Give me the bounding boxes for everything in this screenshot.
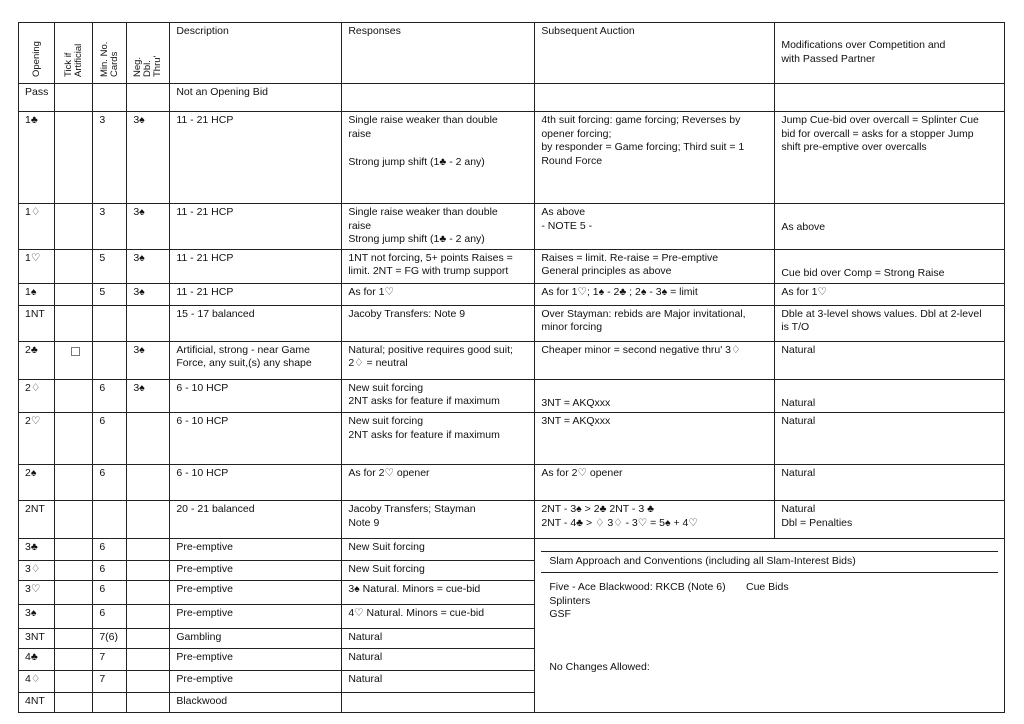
text-line: Natural bbox=[781, 396, 816, 409]
slam-line: GSF bbox=[549, 608, 571, 620]
text-line: General principles as above bbox=[541, 265, 672, 277]
tick-if-artificial bbox=[55, 465, 93, 501]
neg-dbl: 3♠ bbox=[127, 283, 170, 305]
neg-dbl bbox=[127, 629, 170, 649]
text-line: Natural bbox=[781, 503, 816, 515]
description bbox=[170, 249, 342, 283]
opening-bid: 3♣ bbox=[19, 539, 55, 561]
tick-if-artificial bbox=[55, 283, 93, 305]
description bbox=[170, 501, 342, 539]
text-line: 6 - 10 HCP bbox=[176, 467, 229, 479]
text-line: Natural bbox=[781, 467, 816, 479]
tick-if-artificial bbox=[55, 629, 93, 649]
description bbox=[170, 341, 342, 379]
modifications bbox=[775, 413, 1005, 465]
convention-table bbox=[18, 22, 1005, 713]
description bbox=[170, 379, 342, 413]
tick-if-artificial bbox=[55, 379, 93, 413]
text-line: Force, any suit,(s) any shape bbox=[176, 357, 312, 369]
text-line: 3NT = AKQxxx bbox=[541, 415, 611, 427]
opening-bid: 3♢ bbox=[19, 561, 55, 581]
text-line: Over Stayman: rebids are Major invitational, bbox=[541, 307, 746, 320]
text-line: 2NT asks for feature if maximum bbox=[348, 428, 500, 441]
text-line: raise bbox=[348, 127, 372, 140]
responses bbox=[342, 413, 535, 465]
opening-bid: 2NT bbox=[19, 501, 55, 539]
opening-bid: 3NT bbox=[19, 629, 55, 649]
text-line: Single raise weaker than double bbox=[348, 206, 498, 218]
header-responses: Responses bbox=[342, 23, 535, 84]
slam-title: Slam Approach and Conventions (including all Slam-Interest Bids) bbox=[541, 552, 998, 573]
modifications bbox=[775, 84, 1005, 112]
text-line: - NOTE 5 - bbox=[541, 219, 593, 232]
responses bbox=[342, 112, 535, 204]
text-line: limit. 2NT = FG with trump support bbox=[348, 265, 509, 277]
bid-row bbox=[19, 413, 1005, 465]
text-line: 2NT - 4♣ > ♢ 3♢ - 3♡ = 5♠ + 4♡ bbox=[541, 516, 698, 529]
responses: Natural bbox=[342, 649, 535, 671]
bid-row bbox=[19, 112, 1005, 204]
description bbox=[170, 283, 342, 305]
responses: 4♡ Natural. Minors = cue-bid bbox=[342, 605, 535, 629]
text-line: by responder = Game forcing; Third suit = 1 bbox=[541, 141, 745, 153]
responses bbox=[342, 693, 535, 713]
tick-if-artificial bbox=[55, 693, 93, 713]
neg-dbl bbox=[127, 649, 170, 671]
min-cards: 6 bbox=[93, 561, 127, 581]
min-cards: 6 bbox=[93, 465, 127, 501]
neg-dbl: 3♠ bbox=[127, 204, 170, 250]
opening-bid: Pass bbox=[19, 84, 55, 112]
description bbox=[170, 112, 342, 204]
bid-row bbox=[19, 249, 1005, 283]
description: Pre-emptive bbox=[170, 649, 342, 671]
neg-dbl bbox=[127, 581, 170, 605]
header-tick-if-artificial: Tick if Artificial bbox=[55, 23, 93, 84]
text-line: Natural bbox=[781, 343, 816, 356]
text-line: Natural; positive requires good suit; bbox=[348, 343, 513, 356]
text-line: 6 - 10 HCP bbox=[176, 381, 229, 394]
modifications bbox=[775, 112, 1005, 204]
subsequent-auction bbox=[535, 283, 775, 305]
opening-bid: 1♢ bbox=[19, 204, 55, 250]
description: Pre-emptive bbox=[170, 605, 342, 629]
text-line: As for 1♡; 1♠ - 2♣ ; 2♠ - 3♠ = limit bbox=[541, 285, 698, 298]
opening-bid: 1♡ bbox=[19, 249, 55, 283]
slam-line: Splinters bbox=[549, 594, 591, 607]
modifications bbox=[775, 204, 1005, 250]
text-line: Cheaper minor = second negative thru' 3♢ bbox=[541, 343, 741, 356]
subsequent-auction bbox=[535, 379, 775, 413]
checkbox-icon[interactable] bbox=[71, 347, 80, 356]
opening-bid: 2♡ bbox=[19, 413, 55, 465]
description: Pre-emptive bbox=[170, 539, 342, 561]
responses bbox=[342, 283, 535, 305]
text-line: minor forcing bbox=[541, 321, 603, 333]
text-line: 11 - 21 HCP bbox=[176, 251, 234, 264]
opening-bid: 2♣ bbox=[19, 341, 55, 379]
tick-if-artificial bbox=[55, 413, 93, 465]
text-line: As above bbox=[781, 221, 826, 233]
text-line: As for 1♡ bbox=[781, 285, 827, 298]
bid-row bbox=[19, 341, 1005, 379]
subsequent-auction bbox=[535, 84, 775, 112]
responses bbox=[342, 501, 535, 539]
tick-if-artificial bbox=[55, 501, 93, 539]
text-line: Raises = limit. Re-raise = Pre-emptive bbox=[541, 251, 719, 264]
neg-dbl bbox=[127, 671, 170, 693]
neg-dbl bbox=[127, 501, 170, 539]
subsequent-auction bbox=[535, 465, 775, 501]
min-cards: 7 bbox=[93, 649, 127, 671]
description bbox=[170, 465, 342, 501]
header-modifications: Modifications over Competition and with Passed Partner bbox=[775, 23, 1005, 84]
description bbox=[170, 413, 342, 465]
description: Pre-emptive bbox=[170, 581, 342, 605]
subsequent-auction bbox=[535, 305, 775, 341]
tick-if-artificial bbox=[55, 671, 93, 693]
bid-row bbox=[19, 283, 1005, 305]
min-cards bbox=[93, 305, 127, 341]
text-line: opener forcing; bbox=[541, 127, 612, 140]
text-line: 3NT = AKQxxx bbox=[541, 396, 611, 409]
responses: New Suit forcing bbox=[342, 539, 535, 561]
text-line: bid for overcall = asks for a stopper Jump bbox=[781, 127, 974, 140]
slam-conventions-box bbox=[535, 539, 1005, 713]
min-cards: 7 bbox=[93, 671, 127, 693]
neg-dbl bbox=[127, 465, 170, 501]
opening-bid: 4♣ bbox=[19, 649, 55, 671]
neg-dbl bbox=[127, 693, 170, 713]
responses bbox=[342, 465, 535, 501]
header-neg-dbl: Neg. Dbl. Thru' bbox=[127, 23, 170, 84]
text-line: 11 - 21 HCP bbox=[176, 114, 234, 126]
text-line: 20 - 21 balanced bbox=[176, 503, 255, 515]
description: Gambling bbox=[170, 629, 342, 649]
description: Blackwood bbox=[170, 693, 342, 713]
text-line: As above bbox=[541, 206, 586, 218]
modifications bbox=[775, 465, 1005, 501]
modifications bbox=[775, 341, 1005, 379]
header-opening: Opening bbox=[19, 23, 55, 84]
responses bbox=[342, 305, 535, 341]
text-line: Strong jump shift (1♣ - 2 any) bbox=[348, 233, 485, 245]
text-line: 2NT asks for feature if maximum bbox=[348, 395, 500, 407]
opening-bid: 1NT bbox=[19, 305, 55, 341]
min-cards: 5 bbox=[93, 249, 127, 283]
text-line: Note 9 bbox=[348, 516, 380, 529]
subsequent-auction bbox=[535, 501, 775, 539]
subsequent-auction bbox=[535, 112, 775, 204]
text-line: Dbl = Penalties bbox=[781, 516, 853, 529]
bid-row bbox=[19, 501, 1005, 539]
tick-if-artificial bbox=[55, 305, 93, 341]
bid-row bbox=[19, 305, 1005, 341]
min-cards: 3 bbox=[93, 112, 127, 204]
opening-bid: 1♣ bbox=[19, 112, 55, 204]
modifications bbox=[775, 283, 1005, 305]
text-line: Jacoby Transfers; Stayman bbox=[348, 503, 476, 515]
tick-if-artificial bbox=[55, 112, 93, 204]
text-line: 2NT - 3♠ > 2♣ 2NT - 3 ♣ bbox=[541, 503, 654, 515]
header-subsequent-auction: Subsequent Auction bbox=[535, 23, 775, 84]
header-row bbox=[19, 23, 1005, 84]
text-line: Artificial, strong - near Game bbox=[176, 343, 310, 356]
text-line: Cue bid over Comp = Strong Raise bbox=[781, 266, 945, 279]
text-line: Jacoby Transfers: Note 9 bbox=[348, 307, 466, 320]
text-line: New suit forcing bbox=[348, 381, 424, 394]
responses bbox=[342, 84, 535, 112]
modifications bbox=[775, 305, 1005, 341]
text-line: Dble at 3-level shows values. Dbl at 2-level bbox=[781, 307, 982, 320]
slam-line: No Changes Allowed: bbox=[549, 660, 650, 673]
opening-bid: 4♢ bbox=[19, 671, 55, 693]
opening-bid: 3♡ bbox=[19, 581, 55, 605]
min-cards bbox=[93, 501, 127, 539]
min-cards: 6 bbox=[93, 379, 127, 413]
min-cards: 6 bbox=[93, 413, 127, 465]
text-line: Single raise weaker than double bbox=[348, 114, 498, 126]
text-line: 1NT not forcing, 5+ points Raises = bbox=[348, 251, 513, 264]
subsequent-auction bbox=[535, 413, 775, 465]
text-line: Strong jump shift (1♣ - 2 any) bbox=[348, 156, 485, 168]
neg-dbl bbox=[127, 561, 170, 581]
min-cards: 6 bbox=[93, 539, 127, 561]
text-line: Natural bbox=[781, 415, 816, 427]
text-line: 4th suit forcing: game forcing; Reverses by bbox=[541, 114, 741, 126]
modifications bbox=[775, 501, 1005, 539]
neg-dbl: 3♠ bbox=[127, 112, 170, 204]
tick-if-artificial bbox=[55, 84, 93, 112]
opening-bid: 4NT bbox=[19, 693, 55, 713]
text-line: Round Force bbox=[541, 154, 603, 167]
opening-bid: 3♠ bbox=[19, 605, 55, 629]
tick-if-artificial bbox=[55, 581, 93, 605]
text-line: 2♢ = neutral bbox=[348, 357, 408, 369]
neg-dbl bbox=[127, 413, 170, 465]
opening-bid: 2♢ bbox=[19, 379, 55, 413]
responses: Natural bbox=[342, 671, 535, 693]
tick-if-artificial bbox=[55, 204, 93, 250]
text-line: 15 - 17 balanced bbox=[176, 307, 255, 320]
description bbox=[170, 305, 342, 341]
responses bbox=[342, 341, 535, 379]
neg-dbl bbox=[127, 305, 170, 341]
opening-bid: 2♠ bbox=[19, 465, 55, 501]
text-line: shift pre-emptive over overcalls bbox=[781, 141, 927, 153]
description bbox=[170, 204, 342, 250]
text-line: As for 2♡ opener bbox=[348, 467, 430, 479]
tick-if-artificial bbox=[55, 341, 93, 379]
text-line: New suit forcing bbox=[348, 415, 424, 427]
subsequent-auction bbox=[535, 341, 775, 379]
description bbox=[170, 84, 342, 112]
bid-row bbox=[19, 539, 1005, 561]
min-cards: 6 bbox=[93, 605, 127, 629]
min-cards: 6 bbox=[93, 581, 127, 605]
text-line: is T/O bbox=[781, 321, 810, 333]
min-cards: 5 bbox=[93, 283, 127, 305]
neg-dbl: 3♠ bbox=[127, 379, 170, 413]
tick-if-artificial bbox=[55, 605, 93, 629]
bid-row bbox=[19, 84, 1005, 112]
tick-if-artificial bbox=[55, 539, 93, 561]
min-cards: 7(6) bbox=[93, 629, 127, 649]
text-line: raise bbox=[348, 219, 372, 232]
text-line: Not an Opening Bid bbox=[176, 86, 268, 98]
text-line: 11 - 21 HCP bbox=[176, 285, 234, 298]
bid-row bbox=[19, 204, 1005, 250]
min-cards: 3 bbox=[93, 204, 127, 250]
bid-row bbox=[19, 465, 1005, 501]
min-cards bbox=[93, 341, 127, 379]
tick-if-artificial bbox=[55, 649, 93, 671]
responses bbox=[342, 379, 535, 413]
neg-dbl bbox=[127, 605, 170, 629]
responses: New Suit forcing bbox=[342, 561, 535, 581]
subsequent-auction bbox=[535, 204, 775, 250]
min-cards bbox=[93, 84, 127, 112]
tick-if-artificial bbox=[55, 561, 93, 581]
tick-if-artificial bbox=[55, 249, 93, 283]
modifications bbox=[775, 379, 1005, 413]
responses: 3♠ Natural. Minors = cue-bid bbox=[342, 581, 535, 605]
description: Pre-emptive bbox=[170, 671, 342, 693]
header-description: Description bbox=[170, 23, 342, 84]
neg-dbl: 3♠ bbox=[127, 341, 170, 379]
responses bbox=[342, 249, 535, 283]
text-line: 11 - 21 HCP bbox=[176, 206, 234, 218]
opening-bid: 1♠ bbox=[19, 283, 55, 305]
description: Pre-emptive bbox=[170, 561, 342, 581]
text-line: 6 - 10 HCP bbox=[176, 415, 229, 427]
responses: Natural bbox=[342, 629, 535, 649]
responses bbox=[342, 204, 535, 250]
slam-line: Five - Ace Blackwood: RKCB (Note 6) Cue Bids bbox=[549, 581, 789, 593]
min-cards bbox=[93, 693, 127, 713]
header-min-cards: Min. No. Cards bbox=[93, 23, 127, 84]
convention-card bbox=[18, 22, 1005, 713]
neg-dbl bbox=[127, 84, 170, 112]
text-line: Jump Cue-bid over overcall = Splinter Cue bbox=[781, 114, 979, 126]
modifications bbox=[775, 249, 1005, 283]
bid-row bbox=[19, 379, 1005, 413]
neg-dbl: 3♠ bbox=[127, 249, 170, 283]
text-line: As for 2♡ opener bbox=[541, 467, 623, 479]
neg-dbl bbox=[127, 539, 170, 561]
subsequent-auction bbox=[535, 249, 775, 283]
text-line: As for 1♡ bbox=[348, 285, 394, 298]
